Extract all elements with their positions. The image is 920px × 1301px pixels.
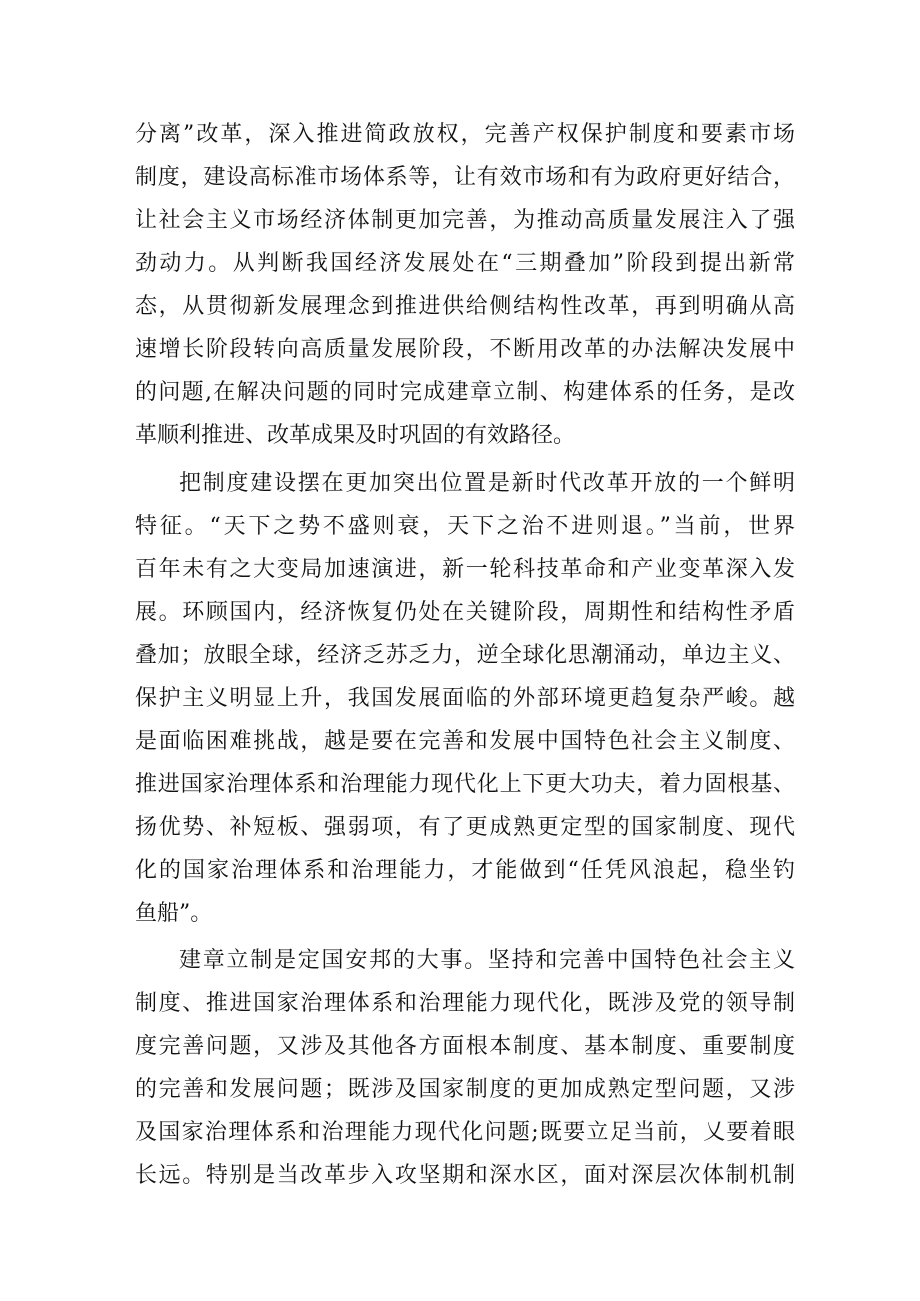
paragraph-3 <box>135 939 795 1197</box>
text-line: 百年未有之大变局加速演进，新一轮科技革命和产业变革深入发 <box>135 557 795 582</box>
text-line: 扬优势、补短板、强弱项，有了更成熟更定型的国家制度、现代 <box>135 815 795 840</box>
text-line: 制度，建设高标准市场体系等，让有效市场和有为政府更好结合， <box>135 165 795 190</box>
text-line: 是面临困难挑战，越是要在完善和发展中国特色社会主义制度、 <box>135 729 795 754</box>
text-line: 建章立制是定国安邦的大事。坚持和完善中国特色社会主义 <box>179 948 795 973</box>
text-line: 推进国家治理体系和治理能力现代化上下更大功夫，着力固根基、 <box>135 772 795 797</box>
text-line: 劲动力。从判断我国经济发展处在“三期叠加”阶段到提出新常 <box>135 251 795 276</box>
paragraph-1 <box>135 113 795 457</box>
text-line: 革顺利推进、改革成果及时巩固的有效路径。 <box>135 423 576 448</box>
text-line: 让社会主义市场经济体制更加完善，为推动高质量发展注入了强 <box>135 208 795 233</box>
text-line: 态，从贯彻新发展理念到推进供给侧结构性改革，再到明确从高 <box>135 294 795 319</box>
text-line: 分离”改革，深入推进简政放权，完善产权保护制度和要素市场 <box>135 122 795 147</box>
text-line: 叠加；放眼全球，经济乏苏乏力，逆全球化思潮涌动，单边主义、 <box>135 643 795 668</box>
text-line: 鱼船”。 <box>135 901 213 926</box>
text-line: 长远。特别是当改革步入攻坚期和深水区，面对深层次体制机制 <box>135 1163 795 1188</box>
text-line: 制度、推进国家治理体系和治理能力现代化，既涉及党的领导制 <box>135 991 795 1016</box>
text-line: 速增长阶段转向高质量发展阶段，不断用改革的办法解决发展中 <box>135 337 795 362</box>
text-line: 及国家治理体系和治理能力现代化问题;既要立足当前，乂要着眼 <box>135 1120 795 1145</box>
paragraph-2 <box>135 462 795 935</box>
text-line: 度完善问题，又涉及其他各方面根本制度、基本制度、重要制度 <box>135 1034 795 1059</box>
text-line: 的完善和发展问题；既涉及国家制度的更加成熟定型问题，又涉 <box>135 1077 795 1102</box>
text-line: 的问题,在解决问题的同时完成建章立制、构建体系的任务，是改 <box>135 380 795 405</box>
text-line: 化的国家治理体系和治理能力，才能做到“任凭风浪起，稳坐钓 <box>135 858 795 883</box>
text-line: 展。环顾国内，经济恢复仍处在关键阶段，周期性和结构性矛盾 <box>135 600 795 625</box>
text-line: 把制度建设摆在更加突出位置是新时代改革开放的一个鲜明 <box>179 471 795 496</box>
text-line: 特征。“天下之势不盛则衰，天下之治不进则退。”当前，世界 <box>135 514 795 539</box>
text-line: 保护主义明显上升，我国发展面临的外部环境更趋复杂严峻。越 <box>135 686 795 711</box>
